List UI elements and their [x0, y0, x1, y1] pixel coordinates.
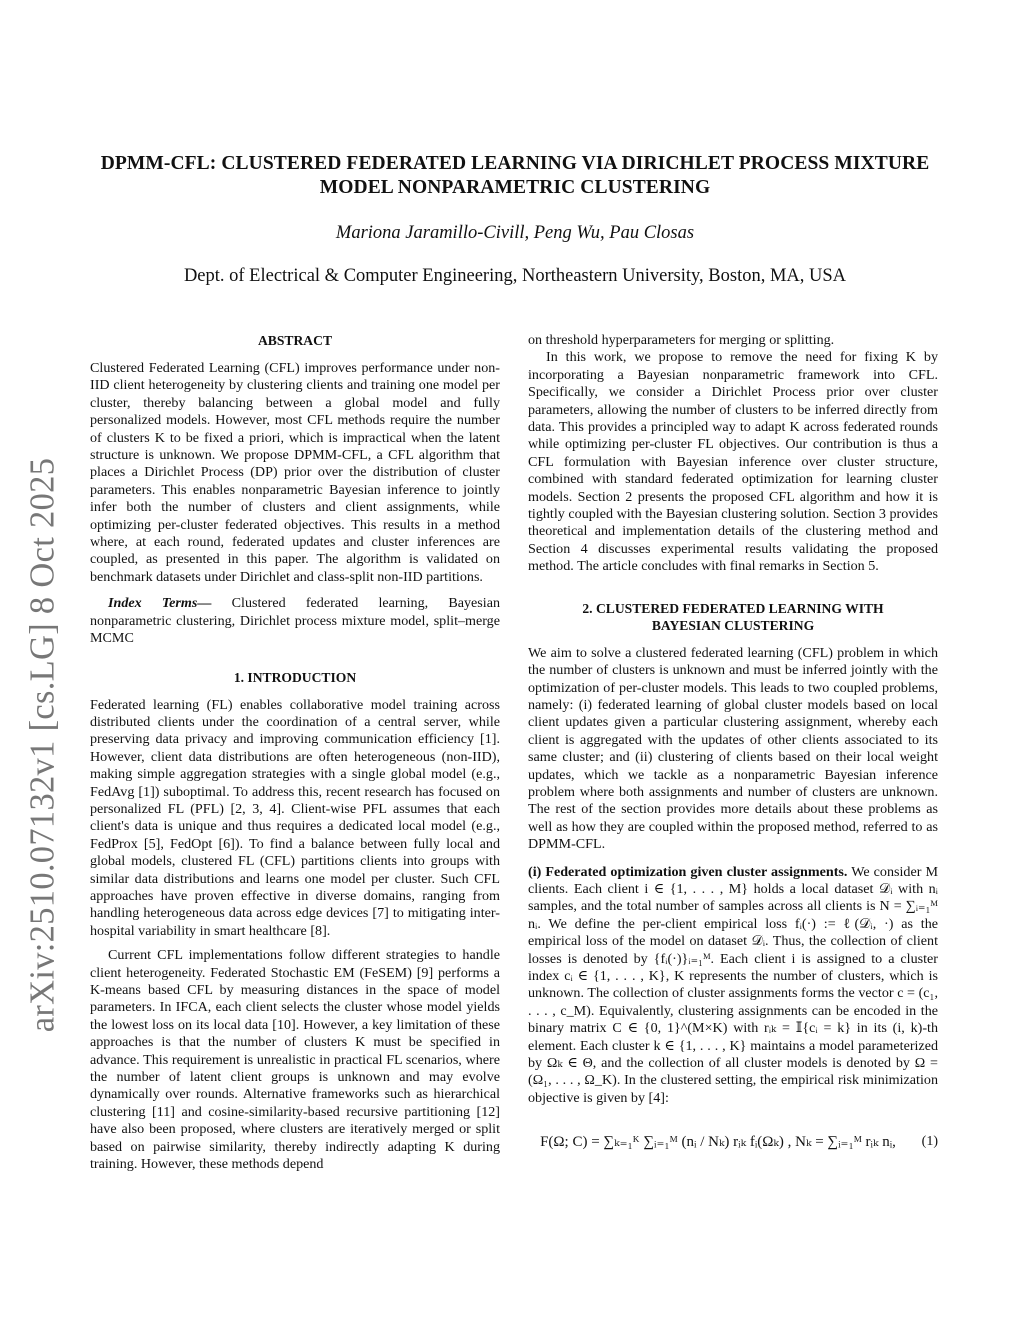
abstract-heading: ABSTRACT — [257, 333, 333, 348]
spacer — [528, 854, 938, 864]
paragraph-text: We consider M clients. Each client i ∈ {1, . . . , M} holds a local dataset 𝒟ᵢ with nᵢ samples, and the total number of samples across all clients is N = ∑ᵢ₌₁ᴹ nᵢ. We define the per-client empirical loss fᵢ(·) := ℓ(𝒟ᵢ, ·) as the empirical loss of the model on dataset 𝒟ᵢ. Thus, the collection of client losses is denoted by {fᵢ(·)}ᵢ₌₁ᴹ. Each client i is assigned to a cluster index cᵢ ∈ {1, . . . , K}, K represents the number of clusters, which is unknown. The collection of cluster assignments forms the vector c = (c₁, . . . , c_M). Equivalently, clustering assignments can be encoded in the binary matrix C ∈ {0, 1}^(M×K) with rᵢₖ = 𝕀{cᵢ = k} in its (i, k)-th element. Each cluster k ∈ {1, . . . , K} maintains a model parameterized by Ωₖ ∈ Θ, and the collection of all cluster models is denoted by Ω = (Ω₁, . . . , Ω_K). In the clustered setting, the empirical risk minimization objective is given by [4]: — [528, 863, 938, 1106]
index-terms — [90, 595, 500, 647]
section-2-paragraph-2 — [528, 864, 938, 1108]
left-column — [90, 332, 500, 1173]
introduction-heading: 1. INTRODUCTION — [233, 669, 357, 685]
section-2-heading — [528, 600, 938, 634]
paper-title: DPMM-CFL: CLUSTERED FEDERATED LEARNING VIA DIRICHLET PROCESS MIXTURE MODEL NONPARAMETRIC CLUSTERING — [100, 153, 930, 198]
equation-number: (1) — [921, 1134, 938, 1150]
section-2-heading-line-1: 2. CLUSTERED FEDERATED LEARNING WITH — [582, 600, 884, 616]
spacer — [90, 940, 500, 947]
paragraph-label: (i) Federated optimization given cluster assignments. — [528, 863, 848, 880]
index-terms-text: Clustered federated learning, Bayesian nonparametric clustering, Dirichlet process mixture model, split–merge MCMC — [90, 595, 501, 647]
author-list: Mariona Jaramillo-Civill, Peng Wu, Pau Closas — [335, 223, 695, 243]
spacer — [528, 634, 938, 645]
arxiv-identifier[interactable]: arXiv:2510.07132v1 [cs.LG] 8 Oct 2025 — [23, 457, 62, 1033]
spacer — [528, 576, 938, 600]
right-column — [528, 332, 938, 1167]
spacer — [90, 686, 500, 697]
affiliation: Dept. of Electrical & Computer Engineering, Northeastern University, Boston, MA, USA — [183, 266, 847, 286]
intro-paragraph-1: Federated learning (FL) enables collaborative model training across distributed clients under the coordination of a central server, while preserving data privacy and improving communication efficiency [1]. However, client data distributions are often heterogeneous (non-IID), making simple aggregation strategies with a single global model (e.g., FedAvg [1]) suboptimal. To address this, recent research has focused on personalized FL (PFL) [2, 3, 4]. Client-wise PFL assumes that each client's data is unique and thus requires a dedicated local model (e.g., FedProx [5], FedOpt [6]). To find a balance between fully local and global models, clustered FL (CFL) partitions clients into groups with similar data distributions and learns one model per cluster. Such CFL approaches have proven effective in diverse domains, ranging from handling heterogeneous data across edge devices [7] to mitigating inter-hospital variability in smart healthcare [8]. — [90, 696, 500, 939]
intro-paragraph-2: Current CFL implementations follow different strategies to handle client heterogeneity. Federated Stochastic EM (FeSEM) [9] performs a K-means based CFL by measuring distances in the space of model parameters. In IFCA, each client selects the cluster whose model yields the lowest loss on its local data [10]. However, a key limitation of these approaches is that the number of clusters K must be specified in advance. This requirement is unrealistic in practical FL scenarios, where the number of latent client groups is unknown and may evolve dynamically over rounds. Alternative frameworks such as hierarchical clustering [11] and cosine-similarity-based recursive partitioning [12] have also been proposed, where clusters are iteratively merged or split based on pairwise similarity, thereby indirectly adapting K during training. However, these methods depend — [90, 947, 500, 1173]
spacer — [90, 648, 500, 669]
index-terms-label: Index Terms— — [108, 595, 212, 612]
section-2-paragraph-1: We aim to solve a clustered federated learning (CFL) problem in which the number of clusters is unknown and must be inferred jointly with the optimization of per-cluster models. This leads to two coupled problems, namely: (i) federated learning of global cluster models based on local client updates given a particular clustering assignment, whereby each client is aggregated with the updates of other clients associated to its same cluster; and (ii) clustering of clients based on their local weight updates, which we tackle as a nonparametric Bayesian inference problem where both assignments and number of clusters are unknown. The rest of the section provides more details about these problems as well as how they are coupled within the proposed method, referred to as DPMM-CFL. — [528, 644, 938, 853]
intro-paragraph-2-continued: on threshold hyperparameters for merging or splitting. — [528, 332, 835, 348]
spacer — [90, 349, 500, 360]
equation-body: F(Ω; C) = ∑ₖ₌₁ᴷ ∑ᵢ₌₁ᴹ (nᵢ / Nₖ) rᵢₖ fᵢ(Ωₖ) , Nₖ = ∑ᵢ₌₁ᴹ rᵢₖ nᵢ, — [540, 1134, 896, 1151]
section-2-heading-line-2: BAYESIAN CLUSTERING — [651, 617, 815, 633]
spacer — [90, 586, 500, 595]
equation-1 — [528, 1117, 938, 1167]
abstract-text: Clustered Federated Learning (CFL) improves performance under non-IID client heterogeneity by clustering clients and training one model per cluster, thereby balancing between a global model and fully personalized models. However, most CFL methods require the number of clusters K to be fixed a priori, which is impractical when the latent structure is unknown. We propose DPMM-CFL, a CFL algorithm that places a Dirichlet Process (DP) prior over the distribution of cluster parameters. This enables nonparametric Bayesian inference to jointly infer both the number of clusters and client assignments, while optimizing per-cluster federated objectives. This results in a method where, at each round, federated updates and cluster inferences are coupled, as presented in this paper. The algorithm is validated on benchmark datasets under Dirichlet and class-split non-IID partitions. — [90, 360, 500, 585]
intro-paragraph-3: In this work, we propose to remove the need for fixing K by incorporating a Bayesian nonparametric framework into CFL. Specifically, we consider a Dirichlet Process prior over cluster parameters, allowing the number of clusters to be inferred directly from data. This provides a principled way to adapt K across federated rounds while optimizing per-cluster FL objectives. Our contribution is thus a CFL formulation with Bayesian inference over cluster structure, combined with standard federated optimization for learning cluster models. Section 2 presents the proposed CFL algorithm and how it is tightly coupled with the Bayesian clustering solution. Section 3 provides theoretical and implementation details of the clustering method and Section 4 discusses experimental results validating the proposed method. The article concludes with final remarks in Section 5. — [528, 349, 938, 575]
